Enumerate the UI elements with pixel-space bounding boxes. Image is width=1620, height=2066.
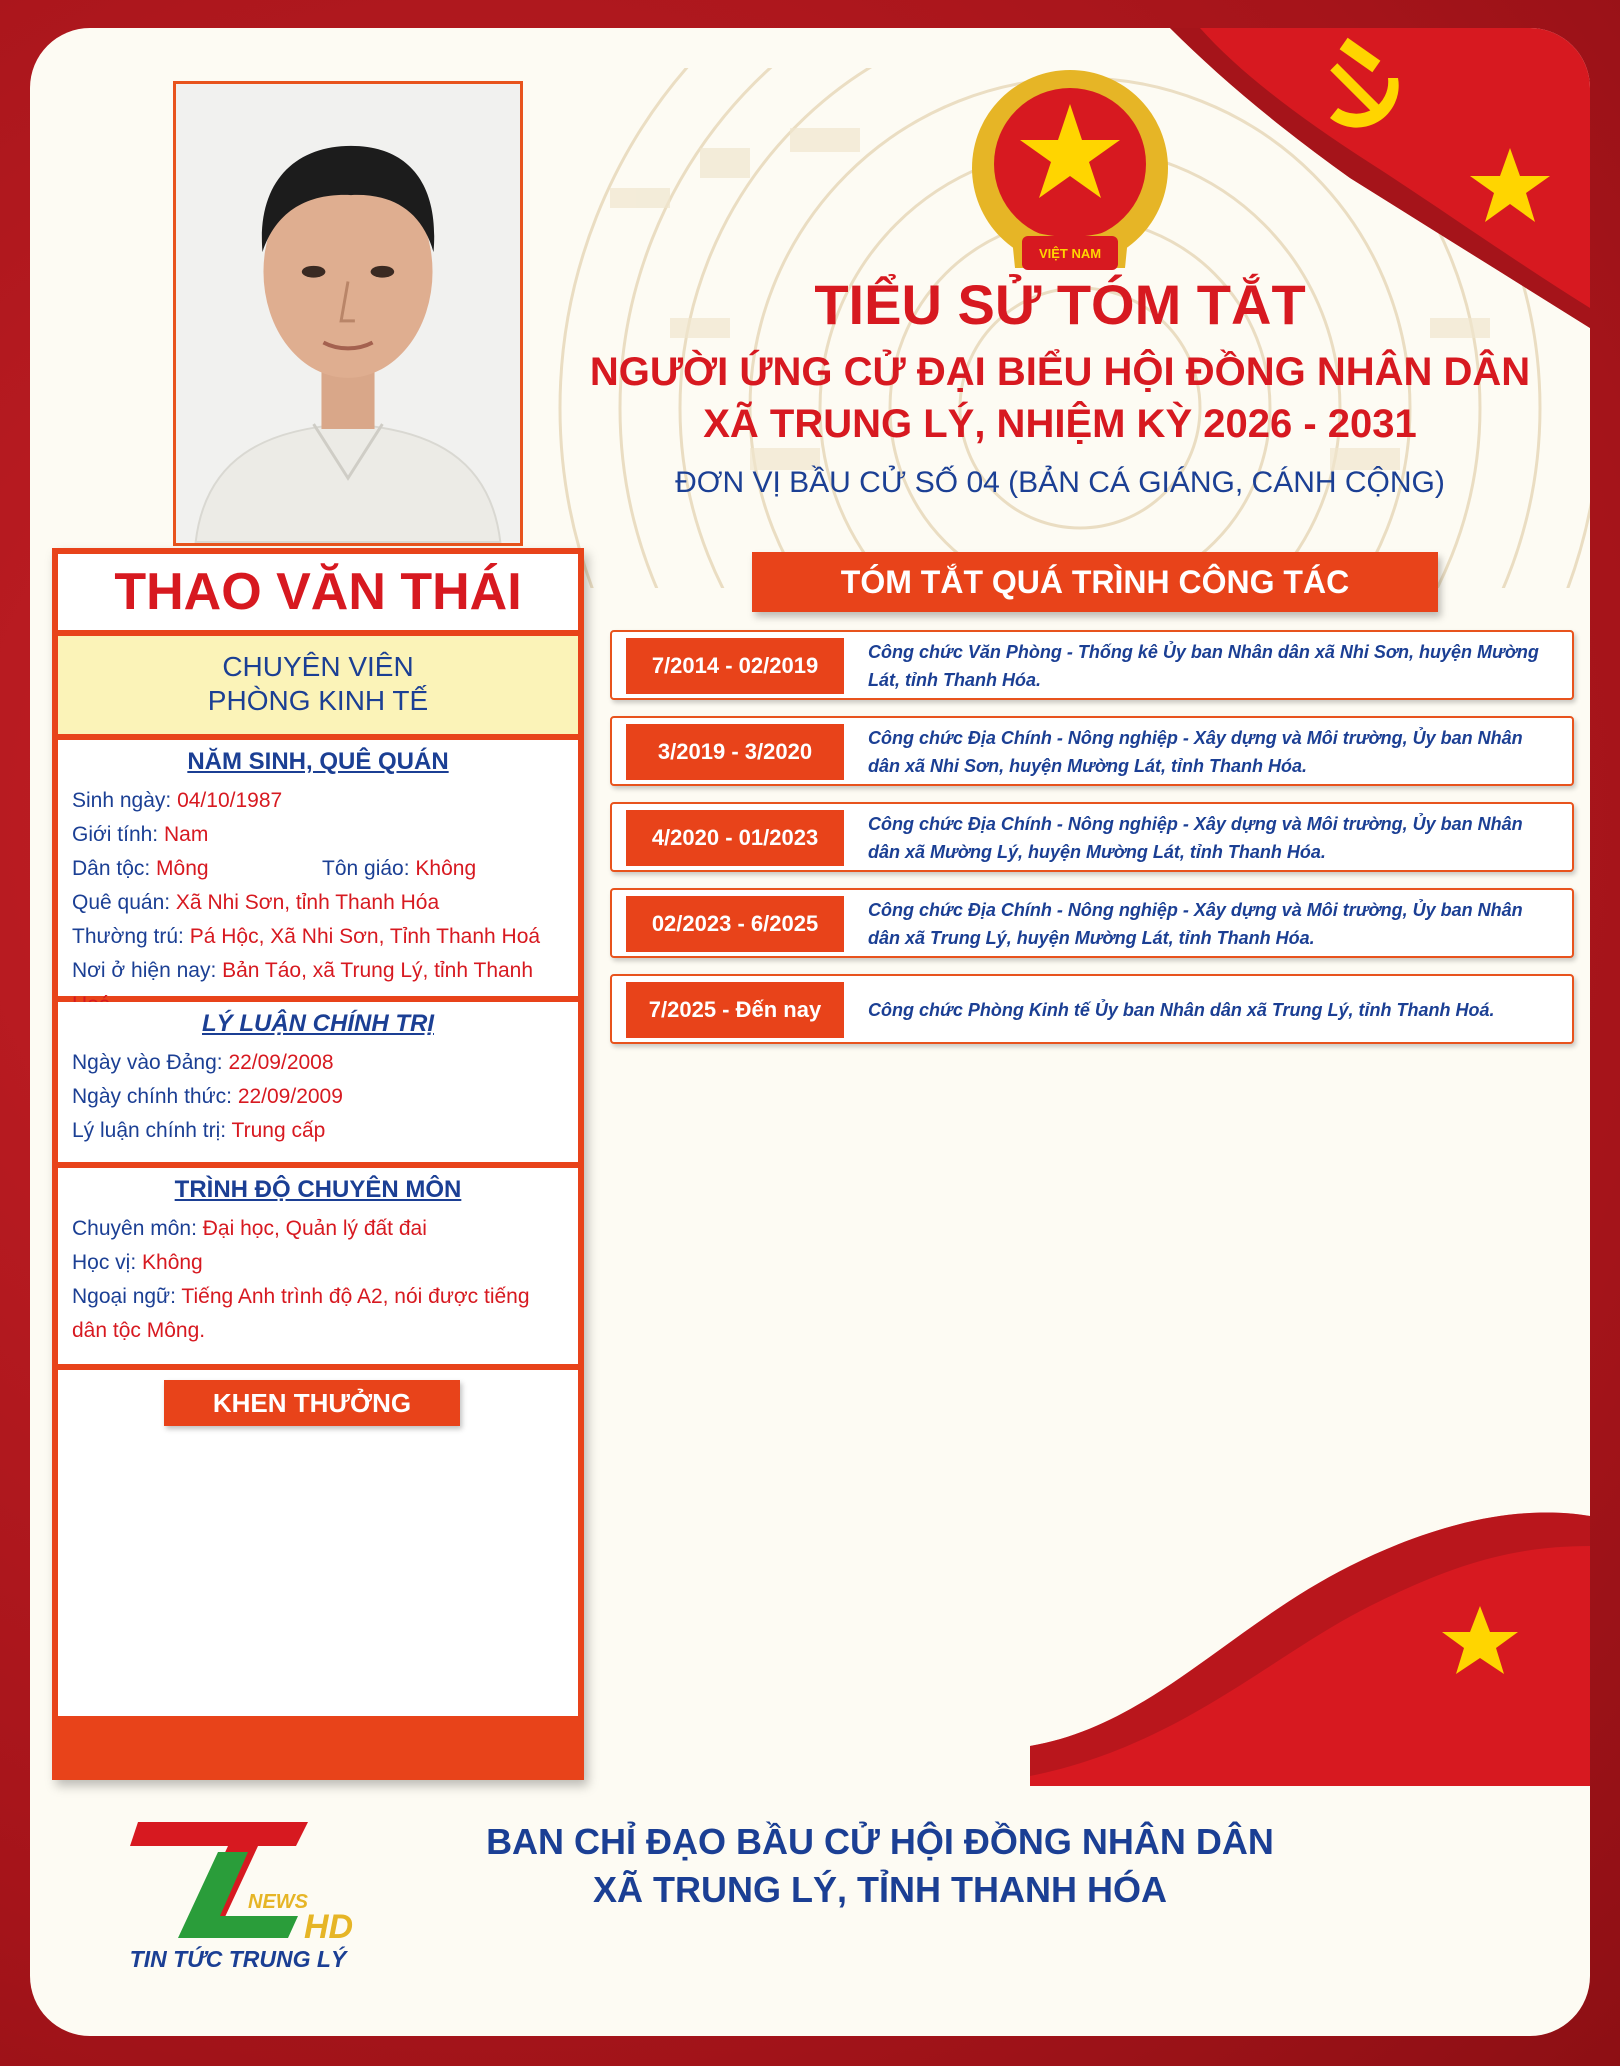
education-row: Học vị: Không [72, 1251, 203, 1274]
svg-text:NEWS: NEWS [248, 1891, 308, 1913]
tin-tuc-trung-ly-logo [108, 1812, 368, 1982]
emblem-text: VIỆT NAM [1038, 246, 1102, 261]
personal-row: Thường trú: Pá Hộc, Xã Nhi Sơn, Tỉnh Thanh Hoá [72, 925, 541, 948]
work-period: 7/2014 - 02/2019 [626, 638, 844, 694]
work-item [610, 802, 1574, 872]
position-line-2: PHÒNG KINH TẾ [207, 685, 429, 716]
work-item [610, 974, 1574, 1044]
section-title-education: TRÌNH ĐỘ CHUYÊN MÔN [174, 1176, 462, 1203]
candidate-info-panel [52, 548, 584, 1780]
logo-caption: TIN TỨC TRUNG LÝ [129, 1946, 347, 1972]
work-history-title: TÓM TẮT QUÁ TRÌNH CÔNG TÁC [752, 552, 1438, 612]
personal-section [58, 740, 578, 996]
work-period: 3/2019 - 3/2020 [626, 724, 844, 780]
personal-row-ethnicity-religion: Dân tộc: Mông Tôn giáo: Không [72, 857, 477, 880]
work-item [610, 716, 1574, 786]
candidate-position [58, 636, 578, 734]
education-section [58, 1168, 578, 1364]
footer-organization [400, 1818, 1360, 1914]
footer-line-2: XÃ TRUNG LÝ, TỈNH THANH HÓA [593, 1869, 1167, 1910]
politics-row: Ngày chính thức: 22/09/2009 [72, 1085, 343, 1108]
national-emblem-icon [960, 68, 1180, 288]
work-description: Công chức Phòng Kinh tế Ủy ban Nhân dân xã Trung Lý, tỉnh Thanh Hoá. [868, 1000, 1495, 1020]
work-item [610, 630, 1574, 700]
section-title-personal: NĂM SINH, QUÊ QUÁN [187, 748, 449, 775]
work-description: Công chức Địa Chính - Nông nghiệp - Xây dựng và Môi trường, Ủy ban Nhân dân xã Trung Lý, huyện Mường Lát, tỉnh Thanh Hóa. [868, 900, 1523, 948]
education-row: Ngoại ngữ: Tiếng Anh trình độ A2, nói được tiếng dân tộc Mông. [72, 1285, 530, 1342]
document-card [30, 28, 1590, 2036]
personal-row: Sinh ngày: 04/10/1987 [72, 789, 283, 812]
work-period: 4/2020 - 01/2023 [626, 810, 844, 866]
work-description: Công chức Địa Chính - Nông nghiệp - Xây dựng và Môi trường, Ủy ban Nhân dân xã Nhi Sơn, huyện Mường Lát, tỉnh Thanh Hóa. [868, 728, 1523, 776]
work-period: 02/2023 - 6/2025 [626, 896, 844, 952]
work-period: 7/2025 - Đến nay [626, 982, 844, 1038]
awards-section [58, 1370, 578, 1716]
personal-row: Giới tính: Nam [72, 823, 209, 846]
candidate-name: THAO VĂN THÁI [58, 554, 578, 630]
personal-row: Nơi ở hiện nay: Bản Táo, xã Trung Lý, tỉnh Thanh [72, 959, 534, 982]
education-row: Chuyên môn: Đại học, Quản lý đất đai [72, 1217, 427, 1240]
awards-title: KHEN THƯỞNG [164, 1380, 460, 1426]
svg-text:HD: HD [304, 1908, 354, 1946]
work-description: Công chức Văn Phòng - Thống kê Ủy ban Nhân dân xã Nhi Sơn, huyện Mường Lát, tỉnh Thanh Hóa. [868, 642, 1539, 690]
document-title: TIỂU SỬ TÓM TẮT [814, 273, 1306, 336]
electoral-unit: ĐƠN VỊ BẦU CỬ SỐ 04 (BẢN CÁ GIÁNG, CÁNH CỘNG) [675, 466, 1445, 499]
politics-section [58, 1002, 578, 1162]
personal-row: Quê quán: Xã Nhi Sơn, tỉnh Thanh Hóa [72, 891, 440, 914]
document-subtitle [560, 346, 1560, 450]
politics-row: Ngày vào Đảng: 22/09/2008 [72, 1051, 334, 1074]
vietnam-flag-bottom [1030, 1486, 1590, 1786]
work-description: Công chức Địa Chính - Nông nghiệp - Xây dựng và Môi trường, Ủy ban Nhân dân xã Mường Lý, huyện Mường Lát, tỉnh Thanh Hóa. [868, 814, 1523, 862]
position-line-1: CHUYÊN VIÊN [222, 651, 414, 682]
tl-news-hd-logo-icon [108, 1812, 368, 1952]
work-item [610, 888, 1574, 958]
subtitle-line-1: NGƯỜI ỨNG CỬ ĐẠI BIỂU HỘI ĐỒNG NHÂN DÂN [589, 350, 1531, 394]
section-title-politics: LÝ LUẬN CHÍNH TRỊ [202, 1010, 434, 1037]
subtitle-line-2: XÃ TRUNG LÝ, NHIỆM KỲ 2026 - 2031 [703, 402, 1417, 446]
politics-row: Lý luận chính trị: Trung cấp [72, 1119, 326, 1142]
footer-line-1: BAN CHỈ ĐẠO BẦU CỬ HỘI ĐỒNG NHÂN DÂN [486, 1821, 1274, 1862]
candidate-photo [173, 81, 523, 546]
